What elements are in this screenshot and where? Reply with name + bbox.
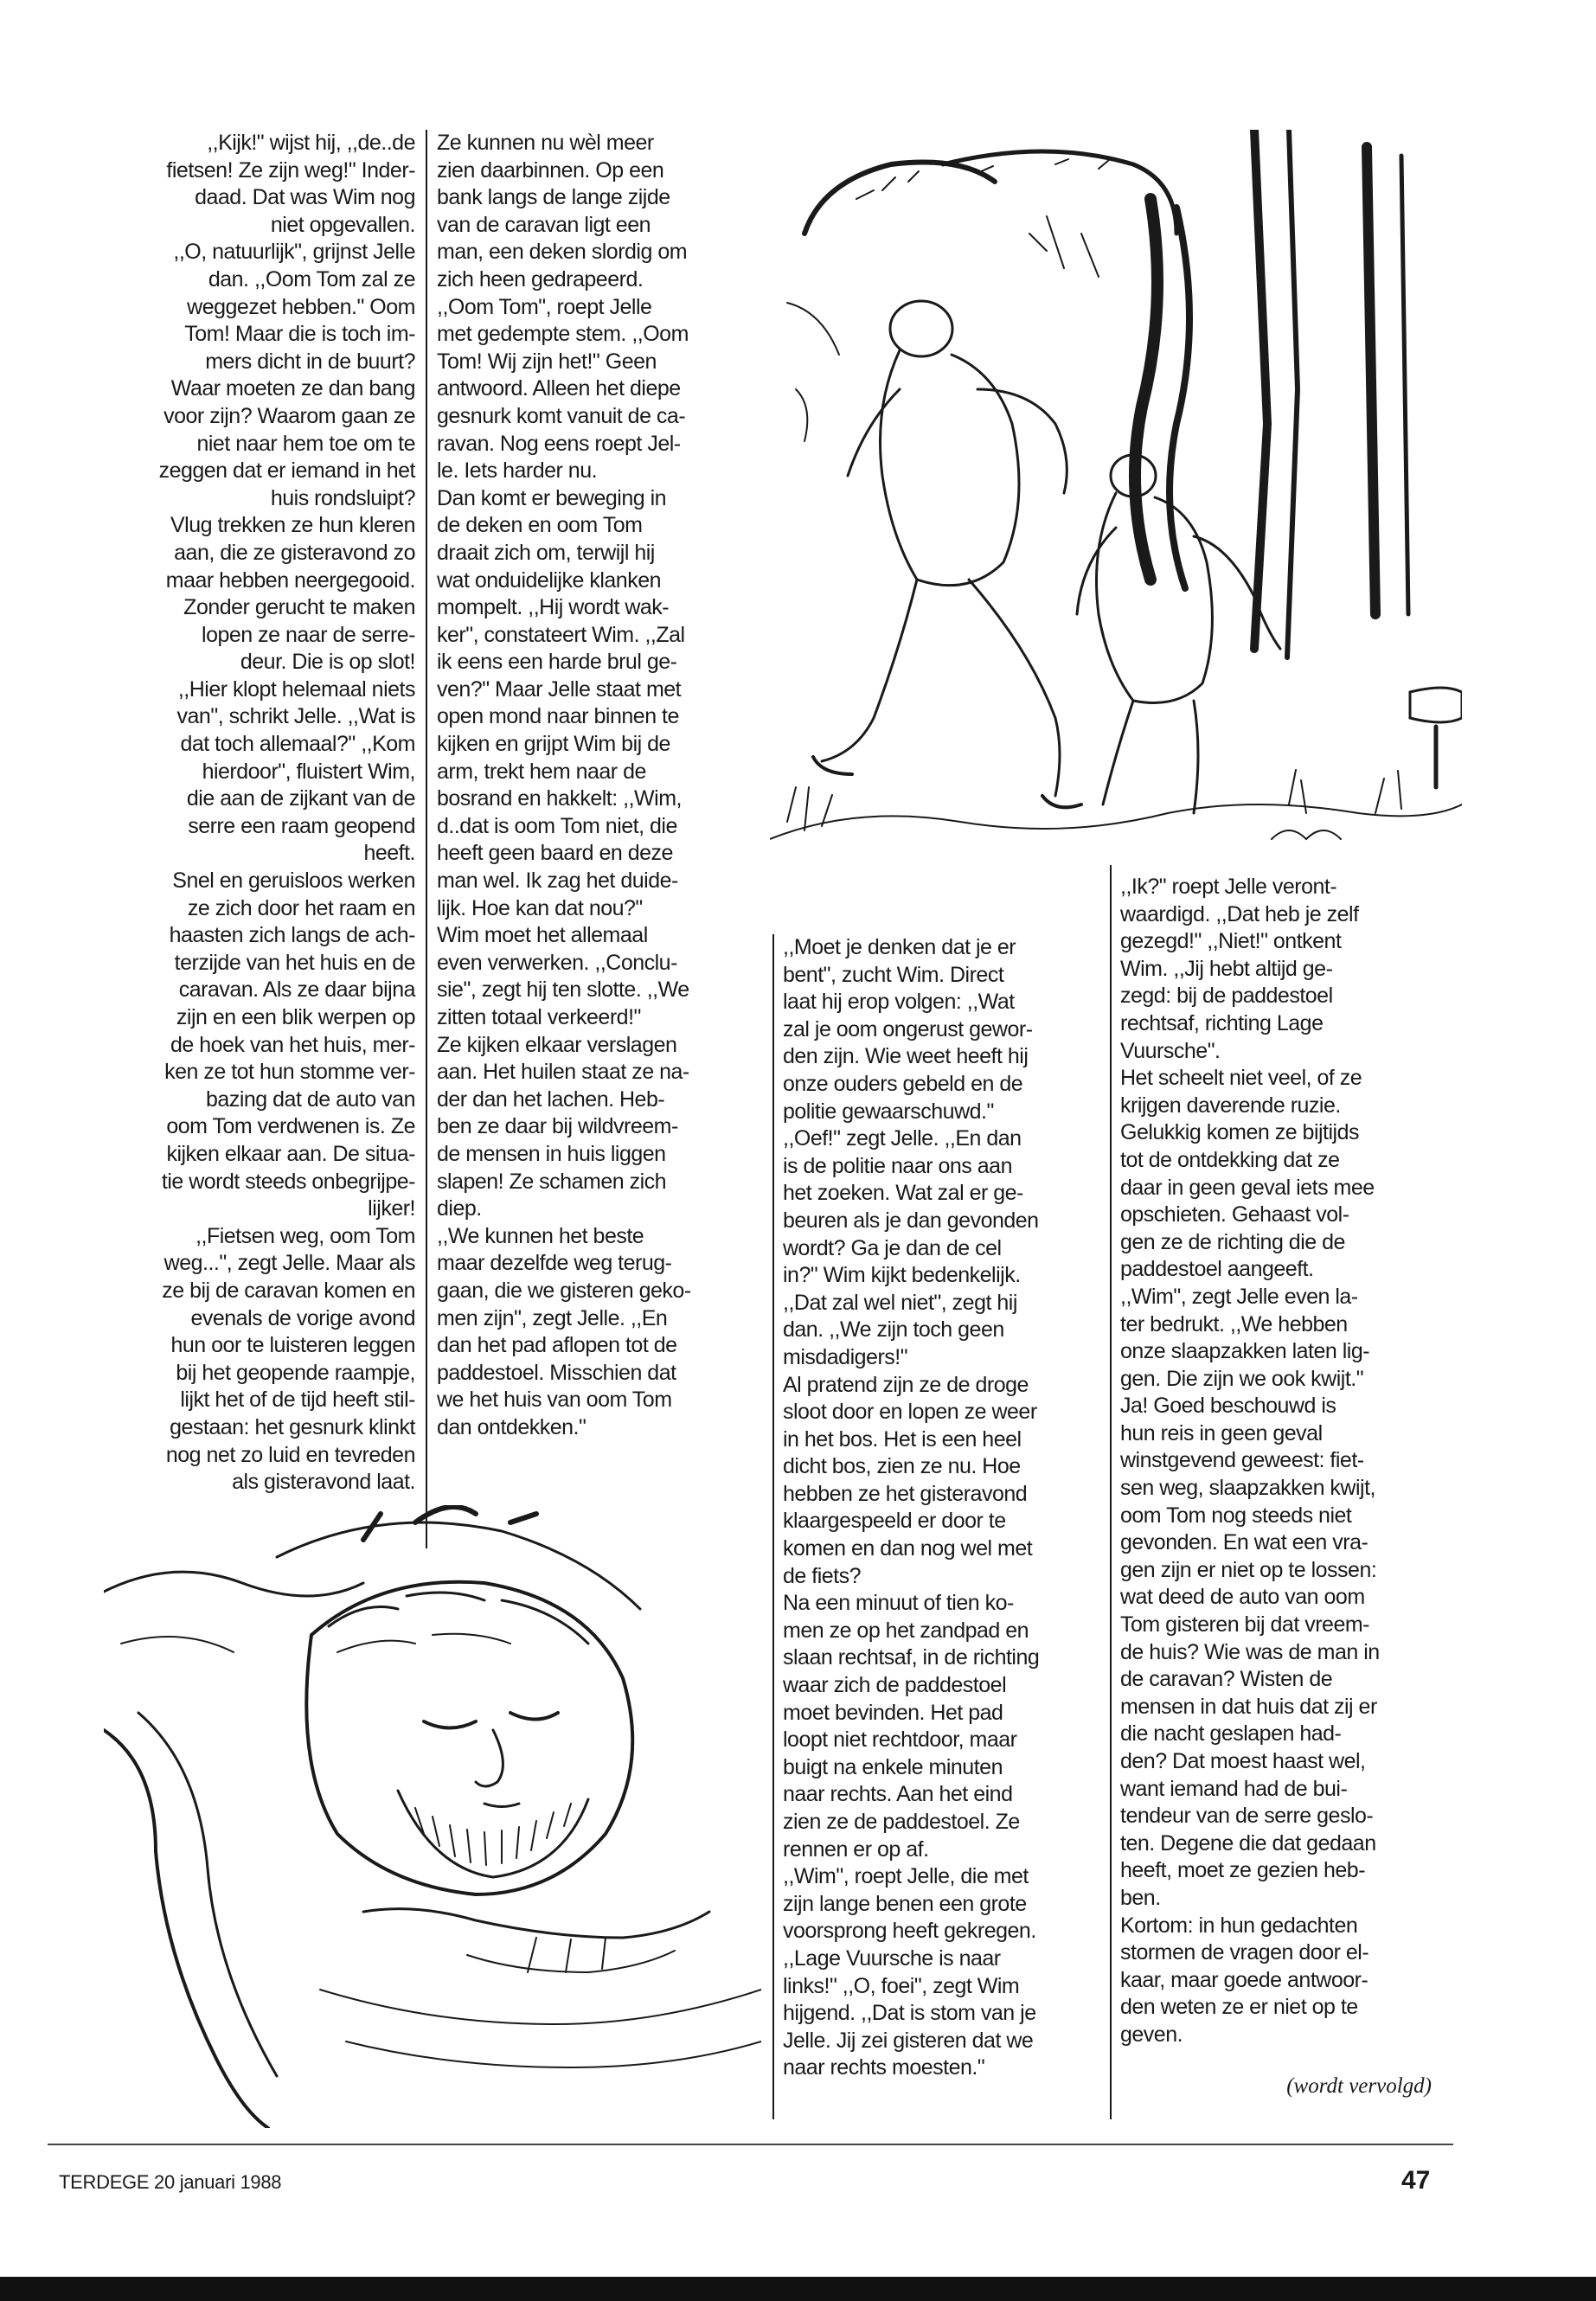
sleeping-man-illustration <box>104 1505 761 2128</box>
continuation-note: (wordt vervolgd) <box>1286 2074 1432 2098</box>
article-column-2: Ze kunnen nu wèl meer zien daarbinnen. Op een bank langs de lange zijde van de caravan ligt een man, een deken slordig om zich heen gedrapeerd. ,,Oom Tom", roept Jelle met gedempte stem. ,,Oom Tom! Wij zijn het!" Geen antwoord. Alleen het diepe gesnurk komt vanuit de ca- ravan. Nog eens roept Jel- le. Iets harder nu. Dan komt er beweging in de deken en oom Tom draait zich om, terwijl hij wat onduidelijke klanken mompelt. ,,Hij wordt wak- ker", constateert Wim. ,,Zal ik eens een harde brul ge- ven?" Maar Jelle staat met open mond naar binnen te kijken en grijpt Wim bij de arm, trekt hem naar de bosrand en hakkelt: ,,Wim, d..dat is oom Tom niet, die heeft geen baard en deze man wel. Ik zag het duide- lijk. Hoe kan dat nou?" Wim moet het allemaal even verwerken. ,,Conclu- sie", zegt hij ten slotte. ,,We zitten totaal verkeerd!" Ze kijken elkaar verslagen aan. Het huilen staat ze na- der dan het lachen. Heb- ben ze daar bij wildvreem- de mensen in huis liggen slapen! Ze schamen zich diep. ,,We kunnen het beste maar dezelfde weg terug- gaan, die we gisteren geko- men zijn", zegt Jelle. ,,En dan het pad aflopen tot de paddestoel. Misschien dat we het huis van oom Tom dan ontdekken." <box>437 131 691 1439</box>
page-number: 47 <box>1401 2166 1431 2195</box>
footer-publication: TERDEGE 20 januari 1988 <box>59 2171 282 2193</box>
scan-edge <box>0 2277 1596 2301</box>
article-column-1: ,,Kijk!" wijst hij, ,,de..de fietsen! Ze zijn weg!" Inder- daad. Dat was Wim nog niet opgevallen. ,,O, natuurlijk", grijnst Jelle dan. ,,Oom Tom zal ze weggezet hebben." Oom Tom! Maar die is toch im- mers dicht in de buurt? Waar moeten ze dan bang voor zijn? Waarom gaan ze niet naar hem toe om te zeggen dat er iemand in het huis rondsluipt? Vlug trekken ze hun kleren aan, die ze gisteravond zo maar hebben neergegooid. Zonder gerucht te maken lopen ze naar de serre- deur. Die is op slot! ,,Hier klopt helemaal niets van", schrikt Jelle. ,,Wat is dat toch allemaal?" ,,Kom hierdoor", fluistert Wim, die aan de zijkant van de serre een raam geopend heeft. Snel en geruisloos werken ze zich door het raam en haasten zich langs de ach- terzijde van het huis en de caravan. Als ze daar bijna zijn en een blik werpen op de hoek van het huis, mer- ken ze tot hun stomme ver- bazing dat de auto van oom Tom verdwenen is. Ze kijken elkaar aan. De situa- tie wordt steeds onbegrijpe- lijker! ,,Fietsen weg, oom Tom weg...", zegt Jelle. Maar als ze bij de caravan komen en evenals de vorige avond hun oor te luisteren leggen bij het geopende raampje, lijkt het of de tijd heeft stil- gestaan: het gesnurk klinkt nog net zo luid en tevreden als gisteravond laat. <box>158 131 415 1495</box>
column-rule-3 <box>1110 865 1112 2119</box>
article-column-3: ,,Moet je denken dat je er bent", zucht Wim. Direct laat hij erop volgen: ,,Wat zal je oom ongerust gewor- den zijn. Wie weet heeft hij onze ouders gebeld en de politie gewaarschuwd." ,,Oef!" zegt Jelle. ,,En dan is de politie naar ons aan het zoeken. Wat zal er ge- beuren als je dan gevonden wordt? Ga je dan de cel in?" Wim kijkt bedenkelijk. ,,Dat zal wel niet", zegt hij dan. ,,We zijn toch geen misdadigers!" Al pratend zijn ze de droge sloot door en lopen ze weer in het bos. Het is een heel dicht bos, zien ze nu. Hoe hebben ze het gisteravond klaargespeeld er door te komen en dan nog wel met de fiets? Na een minuut of tien ko- men ze op het zandpad en slaan rechtsaf, in de richting waar zich de paddestoel moet bevinden. Het pad loopt niet rechtdoor, maar buigt na enkele minuten naar rechts. Aan het eind zien ze de paddestoel. Ze rennen er op af. ,,Wim", roept Jelle, die met zijn lange benen een grote voorsprong heeft gekregen. ,,Lage Vuursche is naar links!" ,,O, foei", zegt Wim hijgend. ,,Dat is stom van je Jelle. Jij zei gisteren dat we naar rechts moesten." <box>783 935 1040 2080</box>
article-column-4: ,,Ik?" roept Jelle veront- waardigd. ,,Dat heb je zelf gezegd!" ,,Niet!" ontkent Wim. ,,Jij hebt altijd ge- zegd: bij de paddestoel rechtsaf, richting Lage Vuursche". Het scheelt niet veel, of ze krijgen daverende ruzie. Gelukkig komen ze bijtijds tot de ontdekking dat ze daar in geen geval iets mee opschieten. Gehaast vol- gen ze de richting die de paddestoel aangeeft. ,,Wim", zegt Jelle even la- ter bedrukt. ,,We hebben onze slaapzakken laten lig- gen. Die zijn we ook kwijt." Ja! Goed beschouwd is hun reis in geen geval winstgevend geweest: fiet- sen weg, slaapzakken kwijt, oom Tom nog steeds niet gevonden. En wat een vra- gen zijn er niet op te lossen: wat deed de auto van oom Tom gisteren bij dat vreem- de huis? Wie was de man in de caravan? Wisten de mensen in dat huis dat zij er die nacht geslapen had- den? Dat moest haast wel, want iemand had de bui- tendeur van de serre geslo- ten. Degene die dat gedaan heeft, moet ze gezien heb- ben. Kortom: in hun gedachten stormen de vragen door el- kaar, maar goede antwoor- den weten ze er niet op te geven. <box>1120 875 1380 2047</box>
column-rule-1 <box>426 130 427 1548</box>
column-rule-2 <box>772 934 774 2119</box>
footer-rule <box>48 2144 1453 2145</box>
forest-chase-illustration <box>770 130 1462 874</box>
